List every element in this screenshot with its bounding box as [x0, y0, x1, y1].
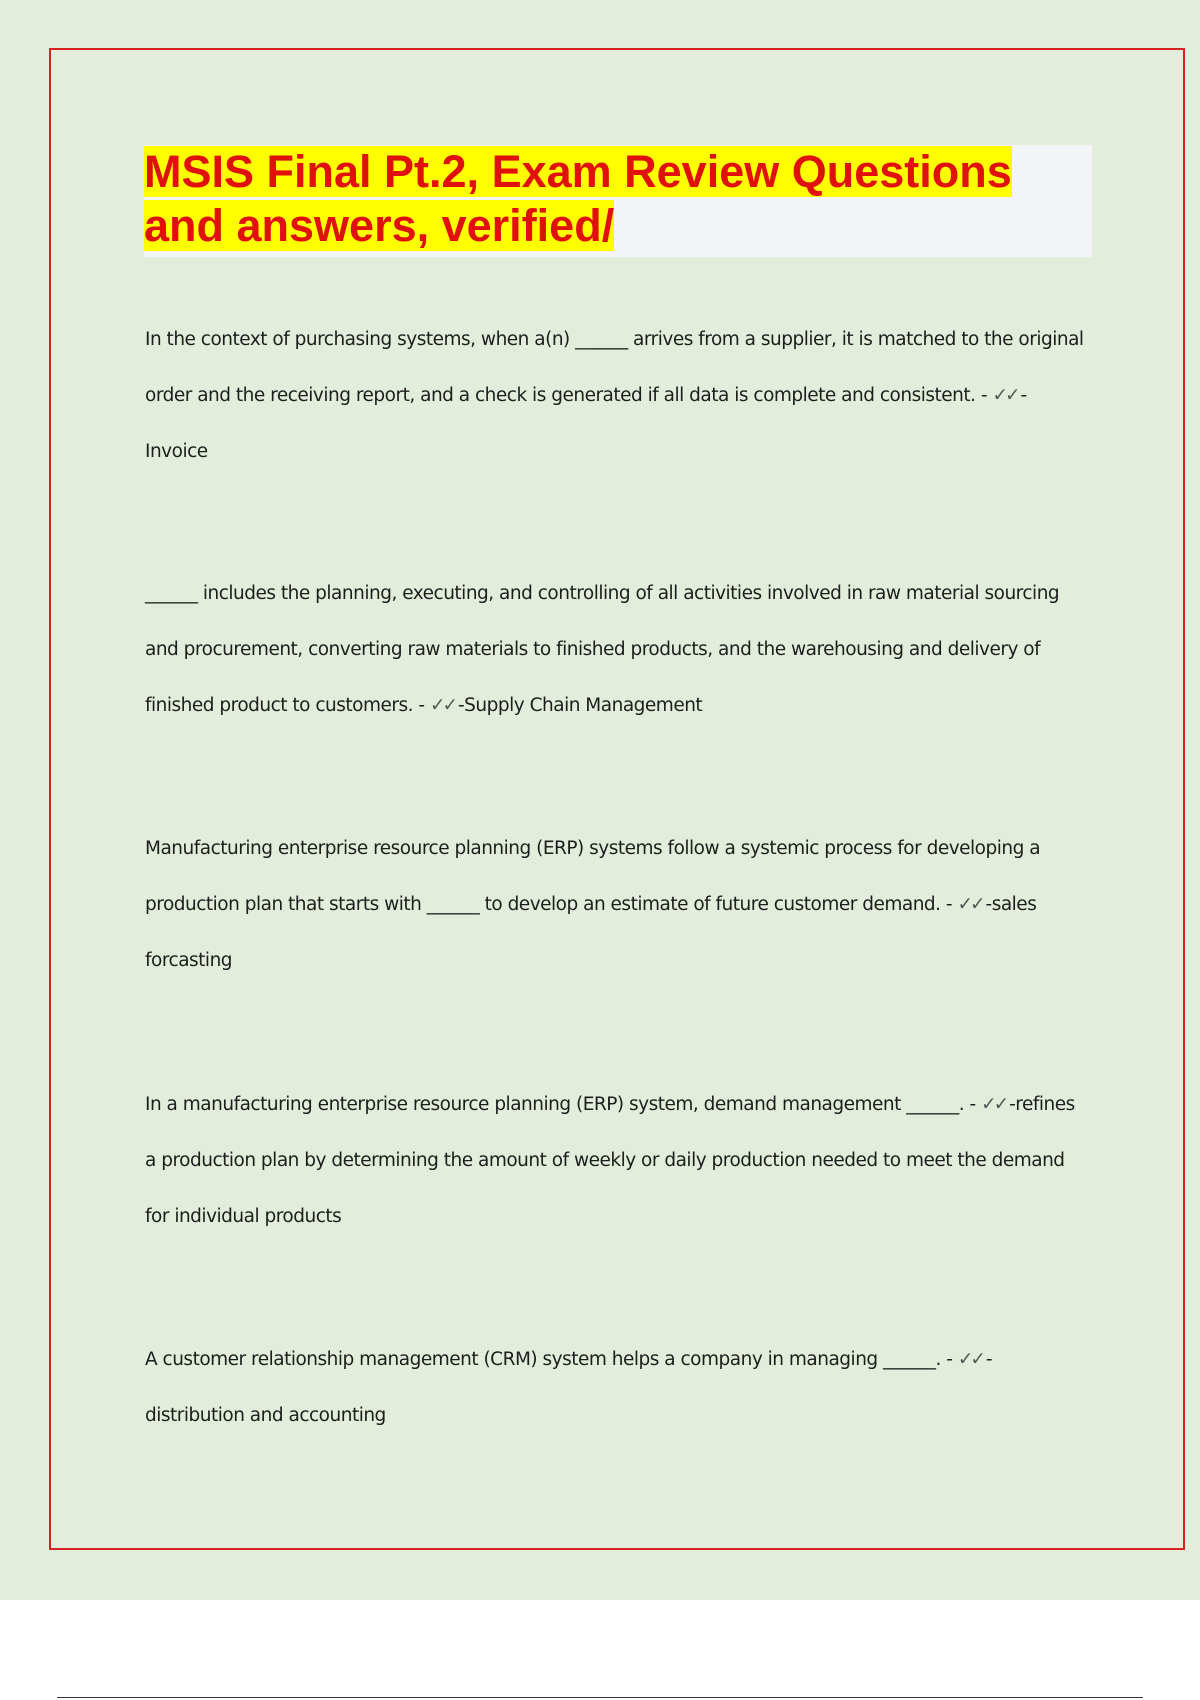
question-text: In a manufacturing enterprise resource planning (ERP) system, demand management ______. -	[145, 1094, 976, 1115]
qa-item-1	[145, 312, 1085, 480]
question-text: Manufacturing enterprise resource planning (ERP) systems follow a systemic process for developing a production plan that starts with ______ to develop an estimate of future customer demand. -	[145, 838, 1041, 915]
answer-text: -sales forcasting	[145, 894, 1037, 971]
answer-text: -distribution and accounting	[145, 1349, 993, 1426]
double-check-icon: ✓✓	[981, 1094, 1007, 1115]
page-border	[49, 48, 1185, 1550]
answer-text: -refines a production plan by determining the amount of weekly or daily production needed to meet the demand for individual products	[145, 1094, 1075, 1227]
document-title: MSIS Final Pt.2, Exam Review Questions and answers, verified/	[144, 146, 1012, 251]
qa-item-4	[145, 1077, 1085, 1245]
footer-divider	[57, 1697, 1143, 1698]
qa-item-2	[145, 566, 1085, 734]
question-text: ______ includes the planning, executing, and controlling of all activities involved in raw material sourcing and procurement, converting raw materials to finished products, and the warehousing and delivery of finished product to customers. -	[145, 583, 1060, 716]
answer-text: -Supply Chain Management	[457, 695, 703, 716]
qa-item-3	[145, 821, 1085, 989]
title-block	[144, 145, 1092, 257]
double-check-icon: ✓✓	[429, 695, 455, 716]
qa-item-5	[145, 1332, 1085, 1444]
double-check-icon: ✓✓	[957, 1349, 983, 1370]
question-text: In the context of purchasing systems, when a(n) ______ arrives from a supplier, it is matched to the original order and the receiving report, and a check is generated if all data is complete and consistent. -	[145, 329, 1084, 406]
double-check-icon: ✓✓	[957, 894, 983, 915]
answer-text: -Invoice	[145, 385, 1027, 462]
double-check-icon: ✓✓	[992, 385, 1018, 406]
question-text: A customer relationship management (CRM) system helps a company in managing ______. -	[145, 1349, 953, 1370]
